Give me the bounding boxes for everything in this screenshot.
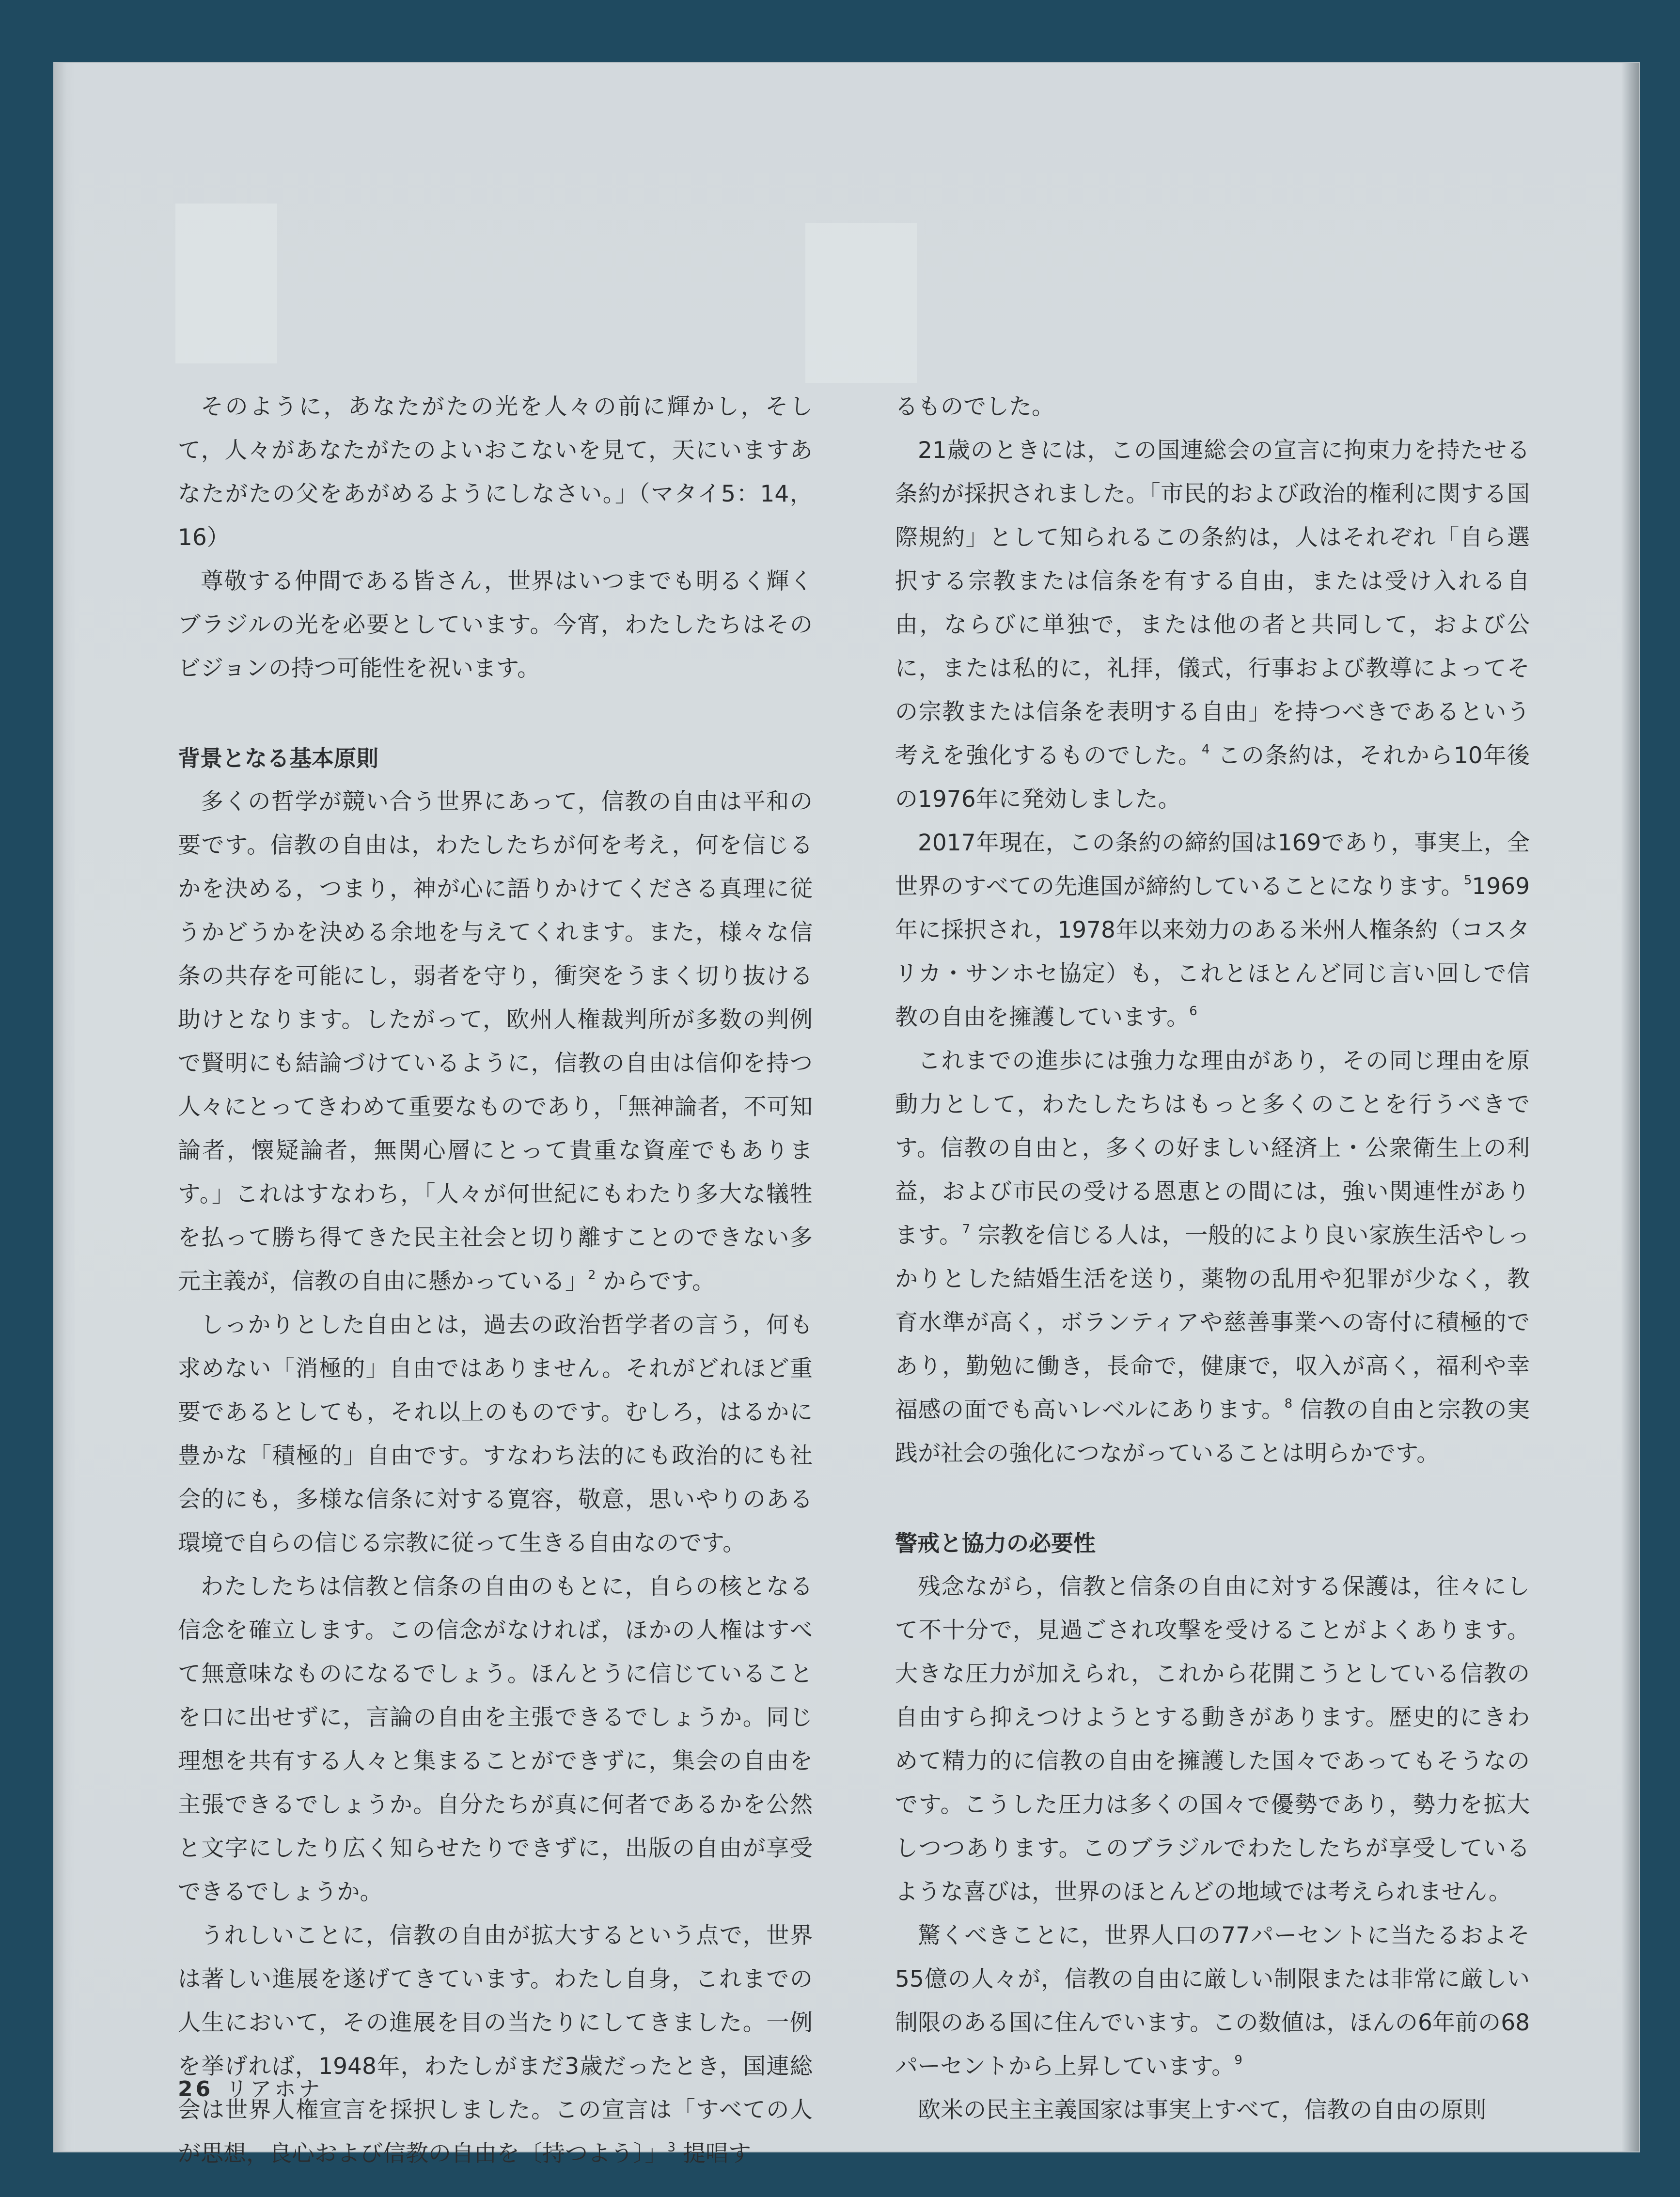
footnote-marker: 9 xyxy=(1234,2053,1242,2068)
background-faint-shape xyxy=(805,223,917,383)
section-heading: 警戒と協力の必要性 xyxy=(895,1530,1096,1556)
paragraph: しっかりとした自由とは，過去の政治哲学者の言う，何も求めない「消極的」自由ではありません。それがどれほど重要であるとしても，それ以上のものです。むしろ，はるかに豊かな「積極的」自由です。すなわち法的にも政治的にも社会的にも，多様な信条に対する寛容，敬意，思いやりのある環境で自らの信じる宗教に従って生きる自由なのです。 xyxy=(178,1312,813,1556)
paragraph: 2017年現在，この条約の締約国は169であり，事実上，全世界のすべての先進国が締約していることになります。$^5$1969年に採択され，1978年以来効力のある米州人権条約（コスタリカ・サンホセ協定）も，これとほとんど同じ言い回しで信教の自由を擁護しています。$^6$ xyxy=(895,830,1530,1031)
left-column xyxy=(178,385,813,2176)
paragraph: わたしたちは信教と信条の自由のもとに，自らの核となる信念を確立します。この信念がなければ，ほかの人権はすべて無意味なものになるでしょう。ほんとうに信じていることを口に出せずに，言論の自由を主張できるでしょうか。同じ理想を共有する人々と集まることができずに，集会の自由を主張できるでしょうか。自分たちが真に何者であるかを公然と文字にしたり広く知らせたりできずに，出版の自由が享受できるでしょうか。 xyxy=(178,1573,813,1905)
footnote-marker: 5 xyxy=(1463,873,1472,888)
paragraph-continuation: るものでした。 xyxy=(895,393,1054,420)
footnote-marker: 3 xyxy=(667,2140,676,2155)
magazine-page xyxy=(54,63,1639,2167)
paragraph: 多くの哲学が競い合う世界にあって，信教の自由は平和の要です。信教の自由は，わたしたちが何を考え，何を信じるかを決める，つまり，神が心に語りかけてくださる真理に従うかどうかを決める余地を与えてくれます。また，様々な信条の共存を可能にし，弱者を守り，衝突をうまく切り抜ける助けとなります。したがって，欧州人権裁判所が多数の判例で賢明にも結論づけているように，信教の自由は信仰を持つ人々にとってきわめて重要なものであり，「無神論者，不可知論者，懐疑論者，無関心層にとって貴重な資産でもあります。」これはすなわち，「人々が何世紀にもわたり多大な犠牲を払って勝ち得てきた民主社会と切り離すことのできない多元主義が，信教の自由に懸かっている」$^2$ からです。 xyxy=(178,788,813,1295)
footnote-marker: 2 xyxy=(588,1268,596,1283)
page-spine xyxy=(54,63,75,2151)
footnote-marker: 8 xyxy=(1284,1397,1293,1411)
magazine-name: リアホナ xyxy=(226,2077,323,2102)
right-column xyxy=(895,385,1530,2132)
page-gutter xyxy=(1621,63,1639,2151)
footnote-marker: 4 xyxy=(1201,742,1210,757)
section-heading: 背景となる基本原則 xyxy=(178,745,378,771)
paragraph: 21歳のときには，この国連総会の宣言に拘束力を持たせる条約が採択されました。「市民的および政治的権利に関する国際規約」として知られるこの条約は，人はそれぞれ「自ら選択する宗教または信条を有する自由，または受け入れる自由，ならびに単独で，または他の者と共同して，および公に，または私的に，礼拝，儀式，行事および教導によってその宗教または信条を表明する自由」を持つべきであるという考えを強化するものでした。$^4$ この条約は，それから10年後の1976年に発効しました。 xyxy=(895,437,1530,813)
scripture-quote: そのように，あなたがたの光を人々の前に輝かし，そして，人々があなたがたのよいおこないを見て，天にいますあなたがたの父をあがめるようにしなさい。」（マタイ5：14，16） xyxy=(178,393,813,551)
paragraph: 欧米の民主主義国家は事実上すべて，信教の自由の原則 xyxy=(918,2097,1487,2123)
paragraph: これまでの進歩には強力な理由があり，その同じ理由を原動力として，わたしたちはもっと多くのことを行うべきです。信教の自由と，多くの好ましい経済上・公衆衛生上の利益，および市民の受ける恩恵との間には，強い関連性があります。$^7$ 宗教を信じる人は，一般的により良い家族生活やしっかりとした結婚生活を送り，薬物の乱用や犯罪が少なく，教育水準が高く，ボランティアや慈善事業への寄付に積極的であり，勤勉に働き，長命で，健康で，収入が高く，福利や幸福感の面でも高いレベルにあります。$^8$ 信教の自由と宗教の実践が社会の強化につながっていることは明らかです。 xyxy=(895,1048,1530,1467)
page-footer xyxy=(178,2071,323,2103)
paragraph: 驚くべきことに，世界人口の77パーセントに当たるおよそ55億の人々が，信教の自由に厳しい制限または非常に厳しい制限のある国に住んでいます。この数値は，ほんの6年前の68パーセントから上昇しています。$^9$ xyxy=(895,1922,1530,2080)
paragraph: うれしいことに，信教の自由が拡大するという点で，世界は著しい進展を遂げてきています。わたし自身，これまでの人生において，その進展を目の当たりにしてきました。一例を挙げれば，1948年，わたしがまだ3歳だったとき，国連総会は世界人権宣言を採択しました。この宣言は「すべての人が思想，良心および信教の自由を〔持つよう〕」$^3$ 提唱す xyxy=(178,1922,813,2167)
footnote-marker: 6 xyxy=(1189,1004,1197,1019)
paragraph: 残念ながら，信教と信条の自由に対する保護は，往々にして不十分で，見過ごされ攻撃を受けることがよくあります。大きな圧力が加えられ，これから花開こうとしている信教の自由すら抑えつけようとする動きがあります。歴史的にきわめて精力的に信教の自由を擁護した国々であってもそうなのです。こうした圧力は多くの国々で優勢であり，勢力を拡大しつつあります。このブラジルでわたしたちが享受しているような喜びは，世界のほとんどの地域では考えられません。 xyxy=(895,1573,1530,1905)
paragraph: 尊敬する仲間である皆さん，世界はいつまでも明るく輝くブラジルの光を必要としています。今宵，わたしたちはそのビジョンの持つ可能性を祝います。 xyxy=(178,568,813,682)
background-faint-shape xyxy=(175,204,277,363)
footnote-marker: 7 xyxy=(962,1222,971,1237)
page-number: 26 xyxy=(178,2077,214,2102)
